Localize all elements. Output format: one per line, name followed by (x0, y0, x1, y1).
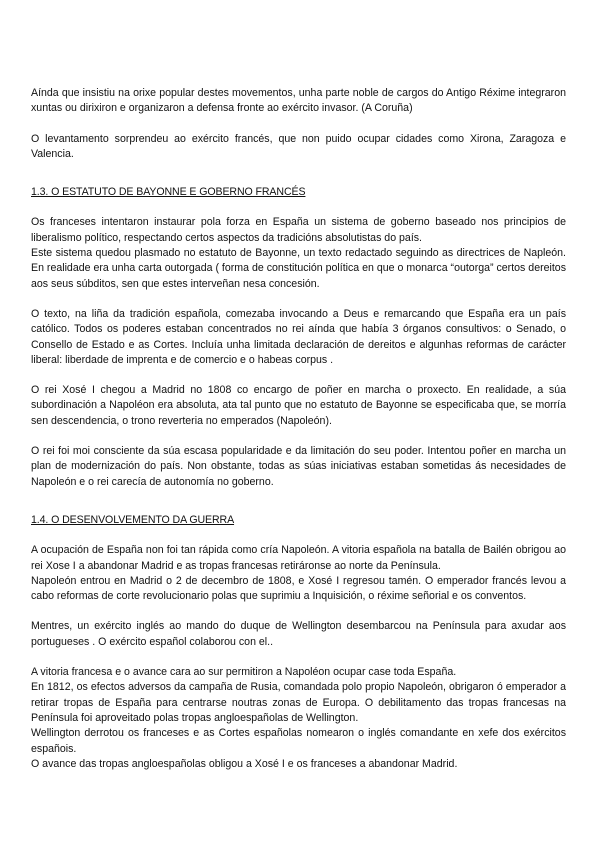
section-heading-1-4: 1.4. O DESENVOLVEMENTO DA GUERRA (31, 513, 235, 526)
document-page (31, 86, 566, 772)
section2-paragraph-5: En 1812, os efectos adversos da campaña de Rusia, comandada polo propio Napoleón, obrigaron ó emperador a retirar tropas de España para centrarse noutras zonas de Europa. O debilitamento das tropas francesas na Península foi aproveitado polas tropas angloespañolas de Wellington. (31, 681, 566, 724)
section2-paragraph-1: A ocupación de España non foi tan rápida como cría Napoleón. A vitoria española na batalla de Bailén obrigou ao rei Xose I a abandonar Madrid e as tropas francesas retiráronse ao norte da Península. (31, 544, 566, 572)
section2-paragraph-7: O avance das tropas angloespañolas obligou a Xosé I e os franceses a abandonar Madrid. (31, 757, 458, 770)
section1-paragraph-1: Os franceses intentaron instaurar pola forza en España un sistema de goberno baseado nos principios de liberalismo político, respectando certos aspectos da tradicións absolutistas do país. (31, 216, 566, 244)
intro-paragraph-2: O levantamento sorprendeu ao exército francés, que non puido ocupar cidades como Xirona, Zaragoza e Valencia. (31, 132, 566, 160)
section1-paragraph-5: O rei foi moi consciente da súa escasa popularidade e da limitación do seu poder. Intentou poñer en marcha un plan de modernización do país. Non obstante, todas as súas iniciativas estaban sometidas ás necesidades de Napoleón e o rei carecía de autonomía no goberno. (31, 445, 566, 488)
intro-paragraph-1: Aínda que insistiu na orixe popular destes movementos, unha parte noble de cargos do Antigo Réxime integraron xuntas ou dirixiron e organizaron a defensa fronte ao exército invasor. (A Coruña) (31, 87, 566, 115)
section2-paragraph-2: Napoleón entrou en Madrid o 2 de decembro de 1808, e Xosé I regresou tamén. O emperador francés levou a cabo reformas de corte revolucionario polas que suprimiu a Inquisición, o réxime señorial e os conventos. (31, 574, 566, 603)
section1-paragraph-4: O rei Xosé I chegou a Madrid no 1808 co encargo de poñer en marcha o proxecto. En realidade, a súa subordinación a Napoléon era absoluta, ata tal punto que no estatuto de Bayonne se especificaba que, se morría sen descendencia, o trono reverteria no emperados (Napoleón). (31, 384, 566, 427)
section2-paragraph-3: Mentres, un exército inglés ao mando do duque de Wellington desembarcou na Península para axudar aos portugueses . O exército español colaborou con el.. (31, 620, 566, 648)
section2-paragraph-6: Wellington derrotou os franceses e as Cortes españolas nomearon o inglés comandante en xefe dos exércitos españois. (31, 727, 566, 755)
section2-paragraph-4: A vitoria francesa e o avance cara ao sur permitiron a Napoléon ocupar case toda España. (31, 666, 457, 679)
section1-paragraph-3: O texto, na liña da tradición española, comezaba invocando a Deus e remarcando que España era un país católico. Todos os poderes estaban concentrados no rei aínda que había 3 órganos consultivos: o Senado, o Consello de Estado e as Cortes. Incluía unha limitada declaración de dereitos e algunhas reformas de carácter liberal: liberdade de imprenta e de comercio e o habeas corpus . (31, 307, 566, 366)
section-heading-1-3: 1.3. O ESTATUTO DE BAYONNE E GOBERNO FRANCÉS (31, 186, 306, 199)
section1-paragraph-2: Este sistema quedou plasmado no estatuto de Bayonne, un texto redactado seguindo as directrices de Napleón. En realidade era unha carta outorgada ( forma de constitución política en que o monarca “outorga” certos dereitos aos seus súbditos, sen que estes interveñan nesa concesión. (31, 247, 566, 290)
